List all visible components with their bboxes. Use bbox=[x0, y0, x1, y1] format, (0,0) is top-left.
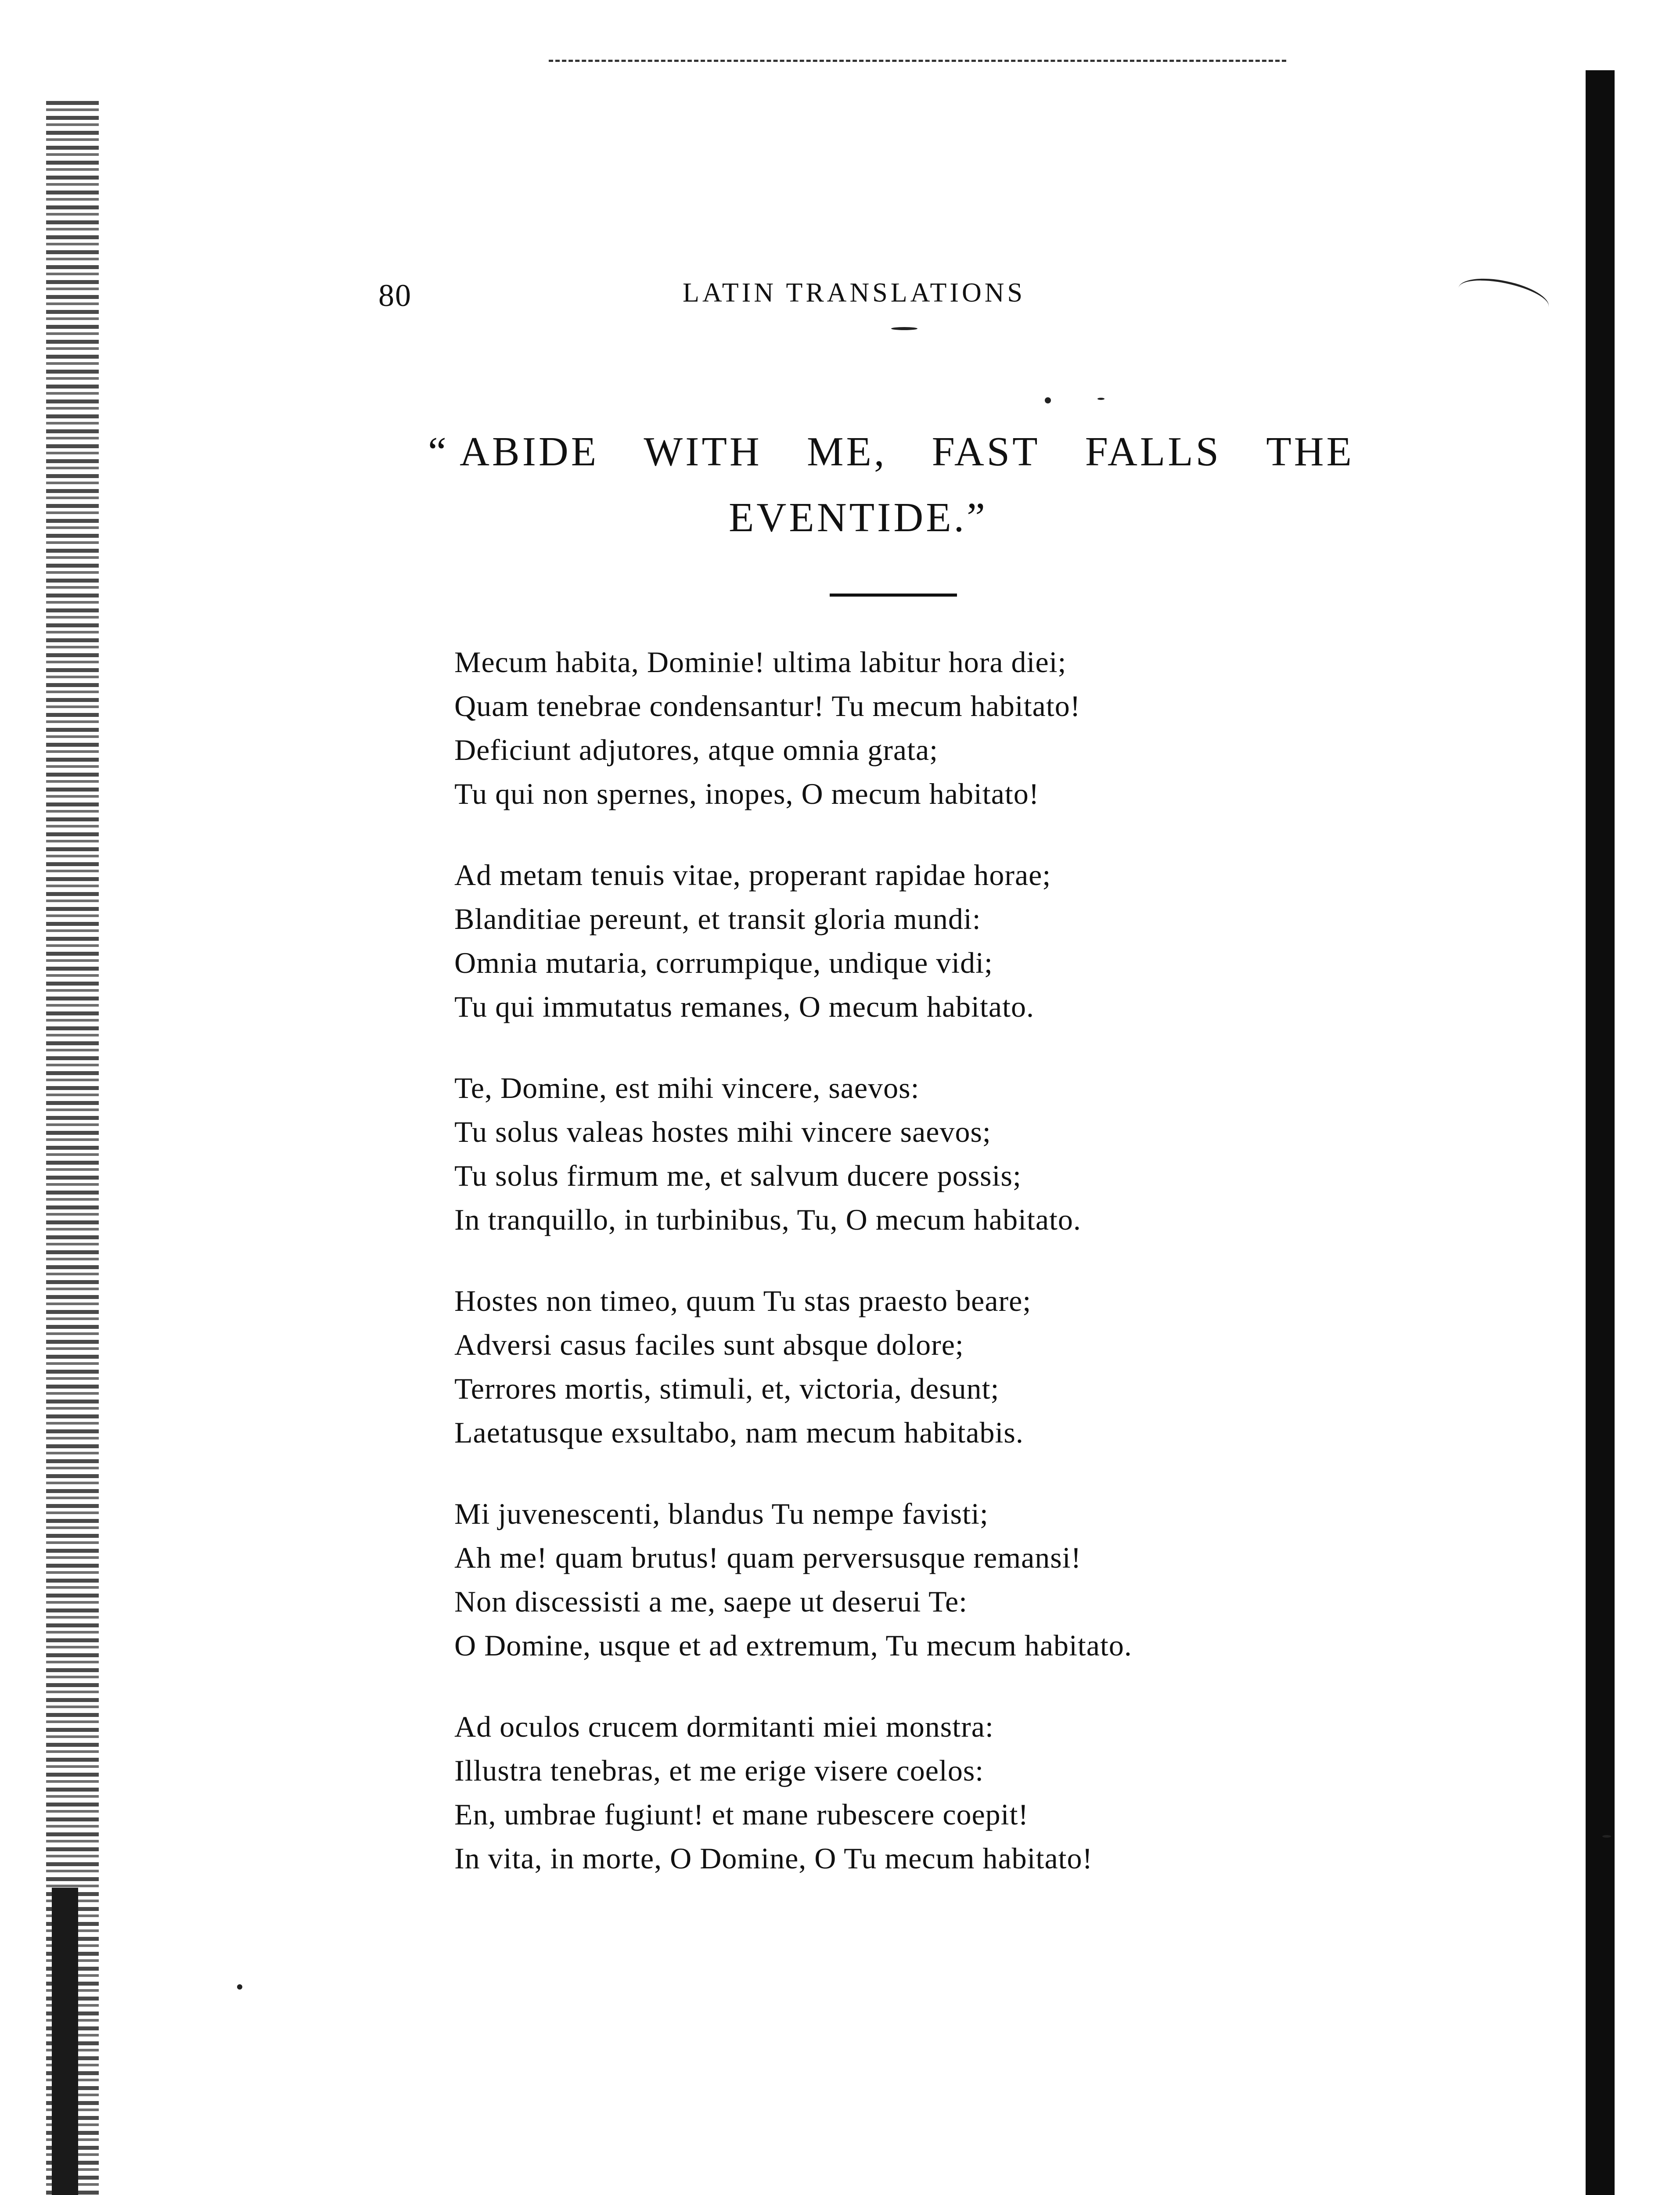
scan-speck bbox=[1602, 1835, 1611, 1838]
verse-line: Blanditiae pereunt, et transit gloria mundi: bbox=[454, 902, 981, 936]
verse-line: Quam tenebrae condensantur! Tu mecum habitato! bbox=[454, 689, 1081, 723]
scanned-page-edge-left bbox=[46, 101, 99, 2195]
title-word: FALLS bbox=[1085, 429, 1222, 475]
page-number: 80 bbox=[378, 278, 412, 313]
stanza bbox=[454, 1279, 1376, 1454]
stanza bbox=[454, 1492, 1376, 1667]
verse-line: Tu solus valeas hostes mihi vincere saevos; bbox=[454, 1115, 991, 1148]
running-head bbox=[0, 277, 1680, 317]
verse-line: O Domine, usque et ad extremum, Tu mecum habitato. bbox=[454, 1629, 1132, 1662]
scan-speck bbox=[237, 1984, 242, 1990]
title-divider bbox=[830, 594, 957, 597]
verse-line: Adversi casus faciles sunt absque dolore; bbox=[454, 1328, 964, 1361]
verse-line: Illustra tenebras, et me erige visere coelos: bbox=[454, 1754, 984, 1787]
verse-line: Omnia mutaria, corrumpique, undique vidi; bbox=[454, 946, 993, 979]
verse-line: Hostes non timeo, quum Tu stas praesto beare; bbox=[454, 1284, 1032, 1317]
verse-line: Mi juvenescenti, blandus Tu nempe favisti; bbox=[454, 1497, 989, 1530]
verse-line: Terrores mortis, stimuli, et, victoria, desunt; bbox=[454, 1372, 1000, 1405]
title-word: THE bbox=[1266, 429, 1354, 475]
scanned-page-edge-shadow bbox=[52, 1888, 78, 2195]
scan-speck bbox=[1045, 397, 1051, 403]
running-title: LATIN TRANSLATIONS bbox=[683, 278, 1026, 308]
poem-title-line-1 bbox=[428, 428, 1354, 475]
scan-speck bbox=[1097, 398, 1104, 400]
verse-line: Tu qui immutatus remanes, O mecum habitato. bbox=[454, 990, 1034, 1023]
verse-line: In tranquillo, in turbinibus, Tu, O mecum habitato. bbox=[454, 1203, 1081, 1236]
stanza bbox=[454, 853, 1376, 1029]
verse-line: Ad metam tenuis vitae, properant rapidae horae; bbox=[454, 858, 1051, 892]
stanza bbox=[454, 1705, 1376, 1880]
verse-line: Mecum habita, Dominie! ultima labitur hora diei; bbox=[454, 645, 1067, 679]
title-word: FAST bbox=[932, 429, 1040, 475]
title-word: “ ABIDE bbox=[428, 429, 599, 475]
title-word: ME, bbox=[806, 429, 887, 475]
verse-line: Non discessisti a me, saepe ut deserui Te: bbox=[454, 1585, 968, 1618]
poem-body bbox=[454, 640, 1376, 1918]
stanza bbox=[454, 1066, 1376, 1241]
scan-speck bbox=[891, 327, 917, 330]
stanza bbox=[454, 640, 1376, 816]
poem-title-line-2: EVENTIDE.” bbox=[729, 495, 988, 540]
verse-line: Ah me! quam brutus! quam perversusque remansi! bbox=[454, 1541, 1082, 1574]
scanned-page-edge-right bbox=[1586, 70, 1615, 2195]
verse-line: En, umbrae fugiunt! et mane rubescere coepit! bbox=[454, 1798, 1029, 1831]
verse-line: Tu qui non spernes, inopes, O mecum habitato! bbox=[454, 777, 1040, 810]
verse-line: Tu solus firmum me, et salvum ducere possis; bbox=[454, 1159, 1022, 1192]
verse-line: Laetatusque exsultabo, nam mecum habitabis. bbox=[454, 1416, 1024, 1449]
verse-line: Ad oculos crucem dormitanti miei monstra: bbox=[454, 1710, 994, 1743]
verse-line: In vita, in morte, O Domine, O Tu mecum habitato! bbox=[454, 1842, 1093, 1875]
verse-line: Deficiunt adjutores, atque omnia grata; bbox=[454, 733, 939, 766]
verse-line: Te, Domine, est mihi vincere, saevos: bbox=[454, 1071, 920, 1105]
top-dashed-rule bbox=[549, 60, 1286, 62]
title-word: WITH bbox=[644, 429, 762, 475]
